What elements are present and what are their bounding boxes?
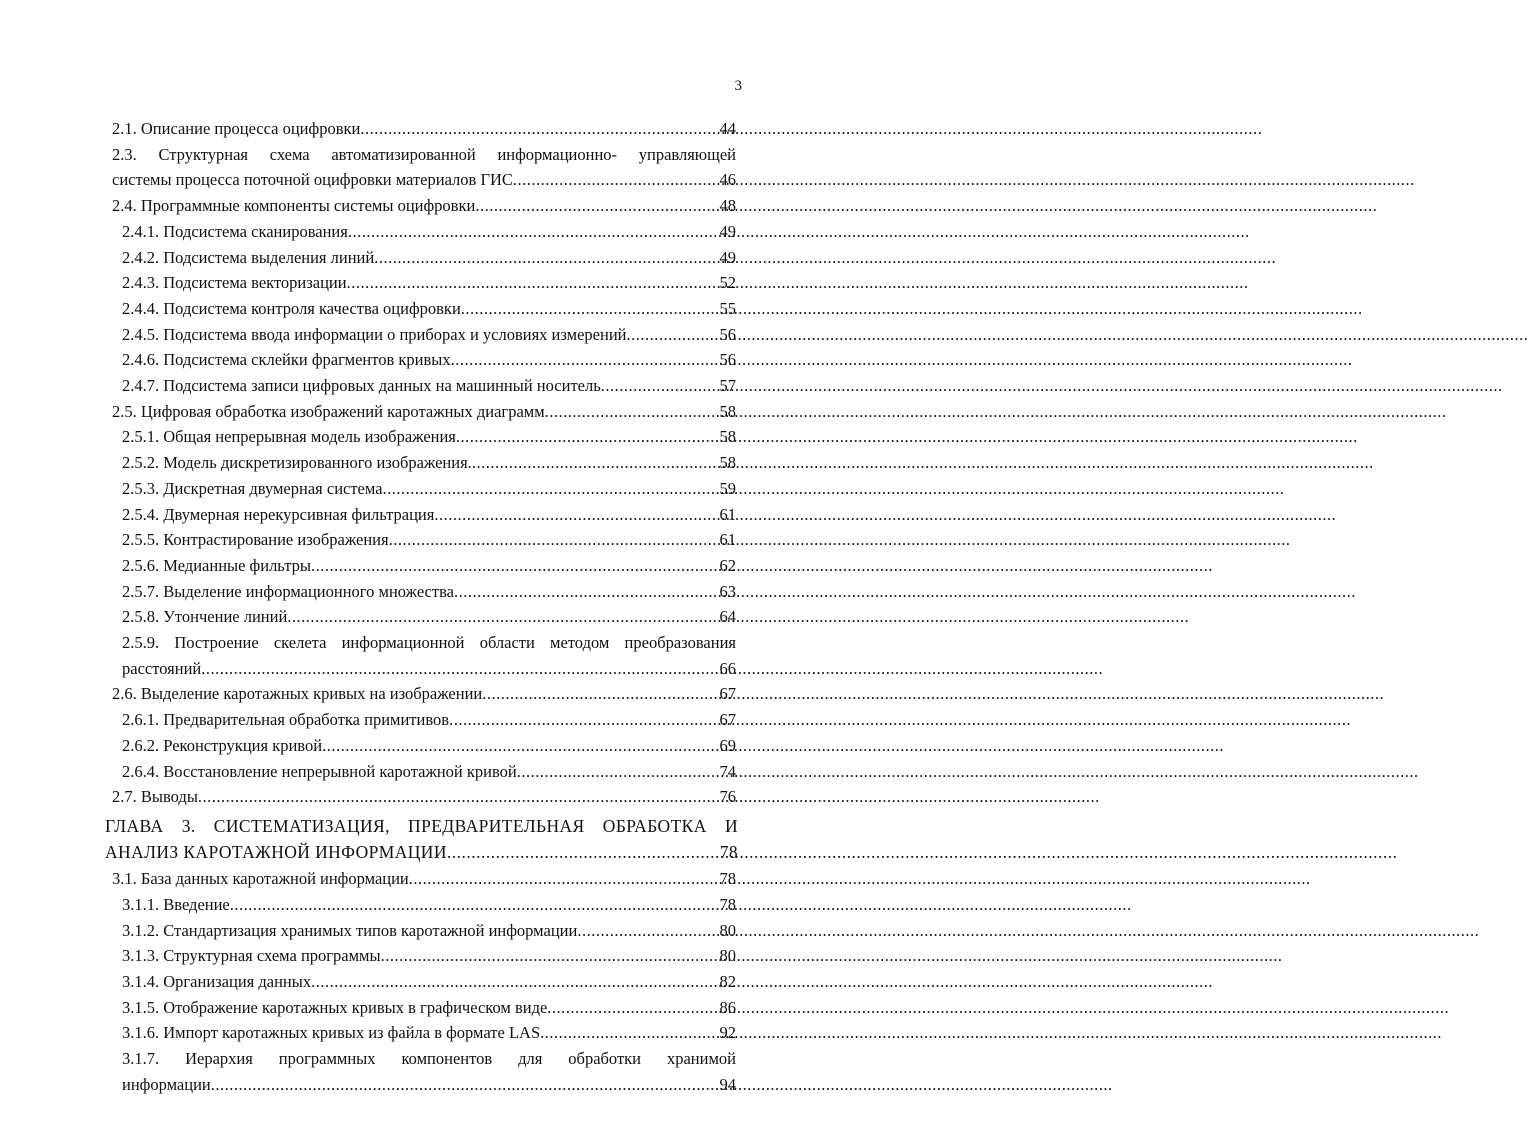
dot-leader bbox=[627, 322, 719, 348]
toc-entry-title: информации bbox=[122, 1074, 211, 1094]
dot-leader bbox=[451, 347, 719, 373]
toc-page-number: 62 bbox=[719, 555, 736, 575]
dot-leader bbox=[601, 373, 719, 399]
toc-entry-title: 2.4.2. Подсистема выделения линий bbox=[122, 247, 375, 267]
toc-entry-title: 2.5.1. Общая непрерывная модель изображения bbox=[122, 427, 456, 447]
toc-subsection-entry[interactable] bbox=[122, 995, 736, 1021]
toc-page-number: 55 bbox=[719, 298, 736, 318]
toc-page-number: 78 bbox=[719, 841, 738, 862]
dot-leader bbox=[211, 1072, 719, 1098]
toc-chapter-entry[interactable] bbox=[105, 814, 738, 864]
dot-leader bbox=[547, 995, 718, 1021]
toc-entry-title: 3.1. База данных каротажной информации bbox=[112, 869, 409, 889]
toc-entry-title: 2.5. Цифровая обработка изображений каротажных диаграмм bbox=[112, 401, 545, 421]
toc-entry-title: 2.5.3. Дискретная двумерная система bbox=[122, 478, 383, 498]
toc-entry-title-line: 3.1.7. Иерархия программных компонентов для обработки хранимой bbox=[122, 1049, 736, 1069]
dot-leader bbox=[230, 892, 719, 918]
toc-subsection-entry[interactable] bbox=[122, 759, 736, 785]
dot-leader bbox=[513, 167, 719, 193]
toc-page-number: 58 bbox=[719, 427, 736, 447]
toc-subsection-entry[interactable] bbox=[122, 347, 736, 373]
toc-entry-title: 2.5.4. Двумерная нерекурсивная фильтрация bbox=[122, 504, 435, 524]
dot-leader bbox=[482, 681, 718, 707]
toc-entry-title-line: 2.5.9. Построение скелета информационной области методом преобразования bbox=[122, 633, 736, 653]
dot-leader bbox=[198, 784, 719, 810]
toc-page-number: 80 bbox=[719, 920, 736, 940]
toc-entry-title: 2.5.2. Модель дискретизированного изображения. bbox=[122, 453, 472, 473]
dot-leader bbox=[577, 918, 718, 944]
toc-page-number: 78 bbox=[719, 869, 736, 889]
dot-leader bbox=[374, 245, 718, 271]
toc-subsection-entry[interactable] bbox=[122, 1020, 736, 1046]
toc-subsection-entry[interactable] bbox=[122, 373, 736, 399]
dot-leader bbox=[389, 527, 719, 553]
toc-page-number: 80 bbox=[719, 946, 736, 966]
toc-subsection-entry[interactable] bbox=[122, 969, 736, 995]
dot-leader bbox=[347, 270, 719, 296]
toc-section-entry[interactable] bbox=[112, 866, 736, 892]
toc-subsection-entry[interactable] bbox=[122, 707, 736, 733]
toc-entry-title: 2.4.3. Подсистема векторизации bbox=[122, 273, 347, 293]
toc-entry-title: 3.1.4. Организация данных bbox=[122, 972, 312, 991]
toc-page-number: 86 bbox=[719, 997, 736, 1017]
toc-entry-title: 3.1.2. Стандартизация хранимых типов каротажной информации bbox=[122, 920, 578, 940]
toc-page-number: 44 bbox=[719, 119, 736, 138]
toc-entry-title: 2.5.8. Утончение линий bbox=[122, 607, 288, 627]
toc-subsection-entry[interactable] bbox=[122, 296, 736, 322]
toc-entry-title: 2.4.6. Подсистема склейки фрагментов кривых bbox=[122, 350, 451, 370]
toc-page-number: 63 bbox=[719, 581, 736, 601]
toc-entry-title: АНАЛИЗ КАРОТАЖНОЙ ИНФОРМАЦИИ bbox=[105, 841, 447, 862]
toc-entry-title: 2.5.7. Выделение информационного множества bbox=[122, 581, 454, 601]
dot-leader bbox=[311, 553, 719, 579]
table-of-contents bbox=[0, 116, 793, 1098]
toc-page-number: 48 bbox=[719, 196, 736, 216]
toc-entry-title: 2.4.1. Подсистема сканирования bbox=[122, 221, 348, 241]
toc-subsection-entry[interactable] bbox=[122, 322, 736, 348]
dot-leader bbox=[447, 840, 719, 865]
toc-entry-title-line: 2.3. Структурная схема автоматизированной информационно- управляющей bbox=[112, 144, 736, 164]
toc-page-number: 61 bbox=[719, 530, 736, 550]
toc-entry-title: расстояний bbox=[122, 658, 202, 678]
toc-page-number: 59 bbox=[719, 478, 736, 498]
toc-section-entry[interactable] bbox=[112, 681, 736, 707]
toc-entry-title: 2.4.7. Подсистема записи цифровых данных на машинный носитель bbox=[122, 376, 601, 396]
toc-page-number: 58 bbox=[719, 453, 736, 473]
dot-leader bbox=[461, 296, 719, 322]
dot-leader bbox=[383, 476, 719, 502]
toc-subsection-entry[interactable] bbox=[122, 476, 736, 502]
toc-section-entry[interactable] bbox=[112, 784, 736, 810]
dot-leader bbox=[454, 579, 719, 605]
toc-entry-title: 2.4.4. Подсистема контроля качества оцифровки bbox=[122, 298, 461, 318]
toc-section-entry[interactable] bbox=[112, 142, 736, 193]
toc-page-number: 52 bbox=[719, 273, 736, 293]
toc-page-number: 56 bbox=[719, 350, 736, 370]
dot-leader bbox=[381, 943, 719, 969]
toc-entry-title: 2.1. Описание процесса оцифровки bbox=[112, 119, 361, 138]
toc-entry-title: 2.7. Выводы bbox=[112, 787, 198, 807]
toc-entry-title-line: ГЛАВА 3. СИСТЕМАТИЗАЦИЯ, ПРЕДВАРИТЕЛЬНАЯ ОБРАБОТКА И bbox=[105, 815, 738, 836]
toc-section-entry[interactable] bbox=[112, 116, 736, 142]
toc-page-number: 49 bbox=[719, 221, 736, 241]
toc-subsection-entry[interactable] bbox=[122, 733, 736, 759]
toc-entry-title: 2.4.5. Подсистема ввода информации о приборах и условиях измерений bbox=[122, 324, 627, 344]
toc-entry-title: 3.1.1. Введение bbox=[122, 894, 230, 914]
toc-page-number: 49 bbox=[719, 247, 736, 267]
toc-page-number: 64 bbox=[719, 607, 736, 627]
dot-leader bbox=[434, 502, 718, 528]
dot-leader bbox=[517, 759, 719, 785]
toc-section-entry[interactable] bbox=[112, 399, 736, 425]
toc-subsection-entry[interactable] bbox=[122, 630, 736, 681]
toc-entry-title: 2.6.4. Восстановление непрерывной каротажной кривой bbox=[122, 761, 517, 781]
dot-leader bbox=[311, 969, 718, 995]
toc-entry-title: 2.6. Выделение каротажных кривых на изображении bbox=[112, 684, 483, 704]
toc-page-number: 69 bbox=[719, 735, 736, 755]
toc-page-number: 67 bbox=[719, 710, 736, 730]
toc-subsection-entry[interactable] bbox=[122, 604, 736, 630]
dot-leader bbox=[348, 219, 719, 245]
toc-page-number: 82 bbox=[719, 972, 736, 991]
dot-leader bbox=[201, 656, 718, 682]
toc-subsection-entry[interactable] bbox=[122, 918, 736, 944]
toc-subsection-entry[interactable] bbox=[122, 270, 736, 296]
toc-subsection-entry[interactable] bbox=[122, 450, 736, 476]
toc-page-number: 67 bbox=[719, 684, 736, 704]
toc-subsection-entry[interactable] bbox=[122, 527, 736, 553]
page-number: 3 bbox=[734, 78, 742, 94]
toc-page-number: 92 bbox=[719, 1023, 736, 1043]
toc-subsection-entry[interactable] bbox=[122, 424, 736, 450]
toc-entry-title: 2.5.5. Контрастирование изображения bbox=[122, 530, 389, 550]
toc-page-number: 78 bbox=[719, 894, 736, 914]
toc-page-number: 56 bbox=[719, 324, 736, 344]
dot-leader bbox=[456, 424, 719, 450]
toc-subsection-entry[interactable] bbox=[122, 553, 736, 579]
dot-leader bbox=[360, 116, 718, 142]
toc-entry-title: 2.4. Программные компоненты системы оцифровки bbox=[112, 196, 476, 216]
toc-page-number: 94 bbox=[719, 1074, 736, 1094]
toc-page-number: 74 bbox=[719, 761, 736, 781]
toc-subsection-entry[interactable] bbox=[122, 219, 736, 245]
dot-leader bbox=[287, 604, 718, 630]
dot-leader bbox=[409, 866, 719, 892]
dot-leader bbox=[322, 733, 718, 759]
toc-subsection-entry[interactable] bbox=[122, 245, 736, 271]
toc-entry-title: 2.5.6. Медианные фильтры bbox=[122, 555, 311, 575]
toc-page-number: 46 bbox=[719, 170, 736, 190]
toc-page-number: 57 bbox=[719, 376, 736, 396]
toc-subsection-entry[interactable] bbox=[122, 943, 736, 969]
toc-page-number: 61 bbox=[719, 504, 736, 524]
toc-entry-title: 3.1.3. Структурная схема программы bbox=[122, 946, 381, 966]
toc-page-number: 76 bbox=[719, 787, 736, 807]
toc-entry-title: системы процесса поточной оцифровки материалов ГИС bbox=[112, 170, 513, 190]
dot-leader bbox=[545, 399, 719, 425]
toc-page-number: 66 bbox=[719, 658, 736, 678]
toc-entry-title: 2.6.1. Предварительная обработка примитивов bbox=[122, 710, 450, 730]
toc-subsection-entry[interactable] bbox=[122, 579, 736, 605]
toc-entry-title: 2.6.2. Реконструкция кривой bbox=[122, 735, 323, 755]
toc-page-number: 58 bbox=[719, 401, 736, 421]
dot-leader bbox=[540, 1020, 718, 1046]
toc-section-entry[interactable] bbox=[112, 193, 736, 219]
dot-leader bbox=[449, 707, 718, 733]
toc-subsection-entry[interactable] bbox=[122, 892, 736, 918]
dot-leader bbox=[472, 450, 719, 476]
toc-subsection-entry[interactable] bbox=[122, 1046, 736, 1097]
toc-entry-title: 3.1.6. Импорт каротажных кривых из файла в формате LAS bbox=[122, 1023, 541, 1043]
dot-leader bbox=[475, 193, 718, 219]
toc-entry-title: 3.1.5. Отображение каротажных кривых в графическом виде bbox=[122, 997, 548, 1017]
toc-subsection-entry[interactable] bbox=[122, 502, 736, 528]
